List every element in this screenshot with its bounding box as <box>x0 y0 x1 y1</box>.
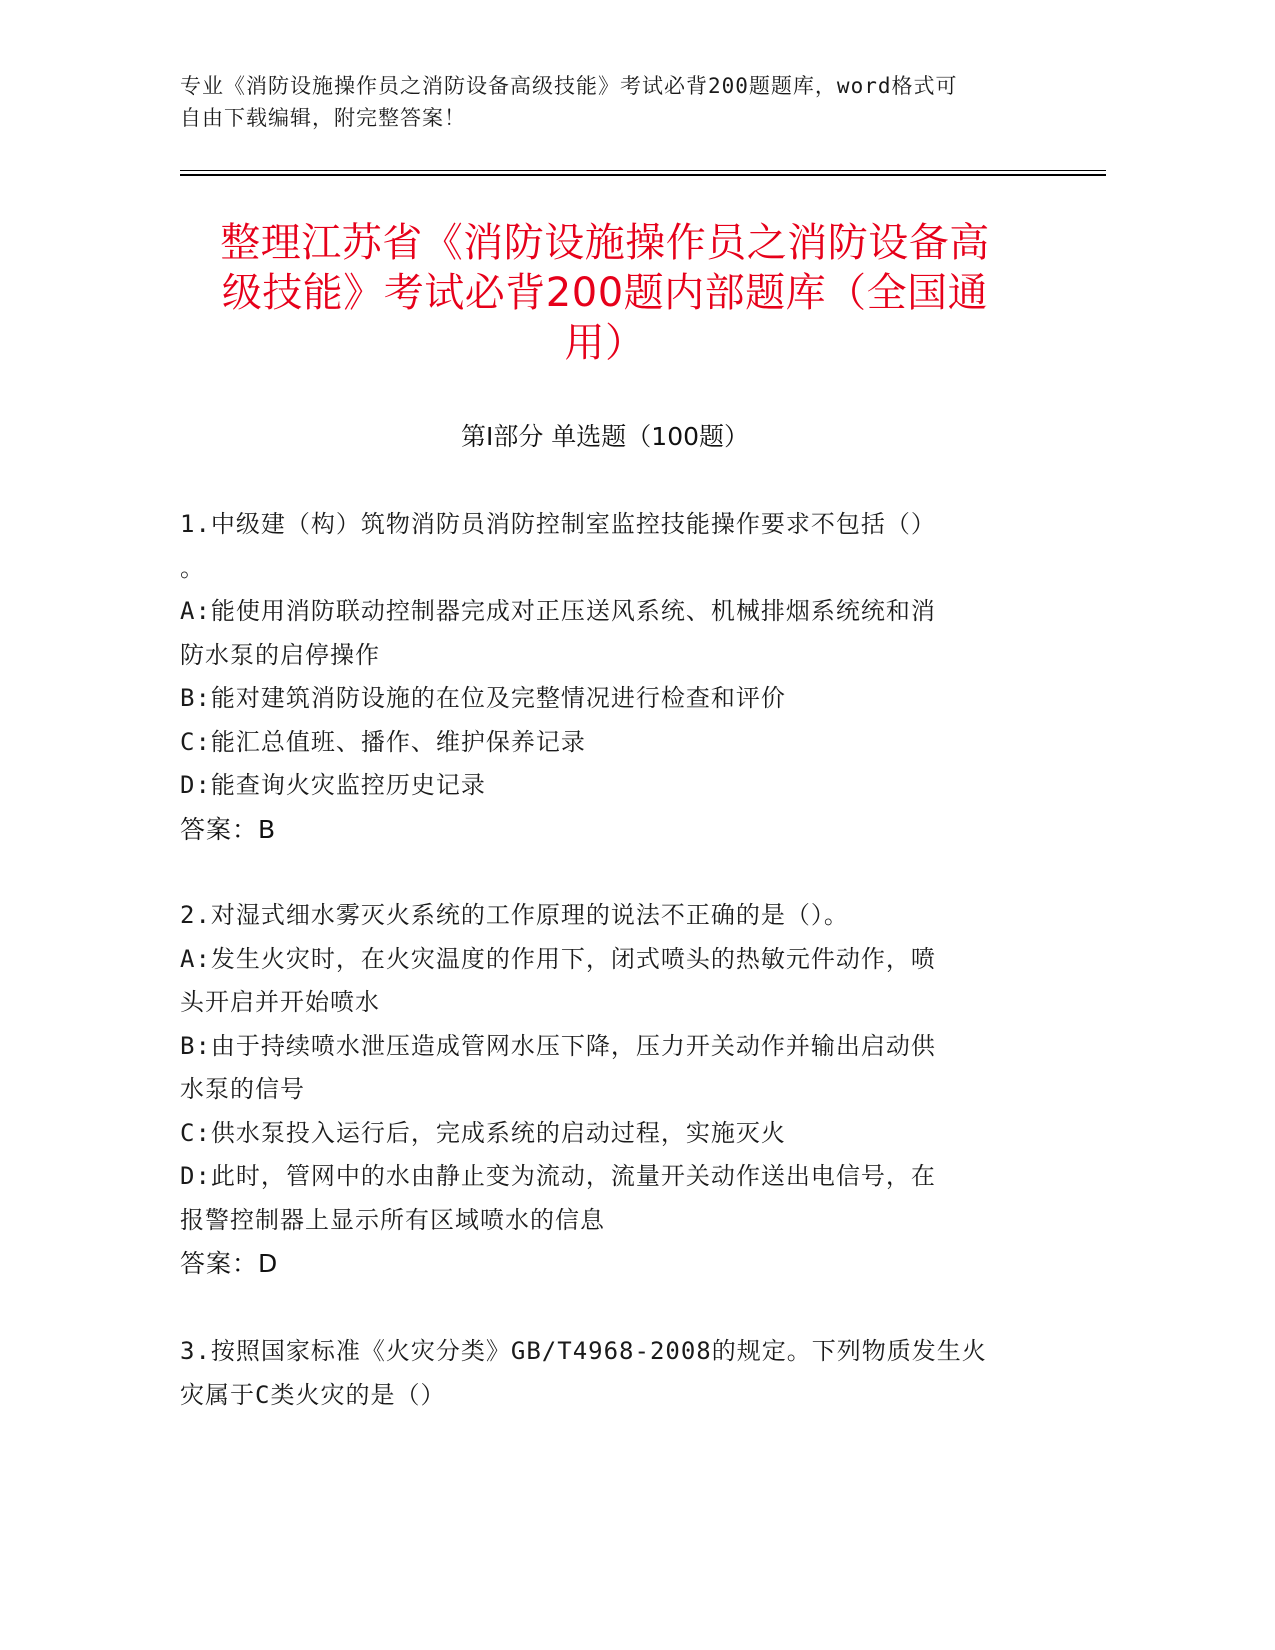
answer-label: 答案：D <box>180 1249 279 1278</box>
question-stem: 2.对湿式细水雾灭火系统的工作原理的说法不正确的是（）。 <box>180 901 849 929</box>
option-d: D:能查询火灾监控历史记录 <box>180 771 486 799</box>
option-b: B:由于持续喷水泄压造成管网水压下降，压力开关动作并输出启动供 <box>180 1031 936 1060</box>
section-heading: 第I部分 单选题（100题） <box>460 422 750 451</box>
option-c: C:供水泵投入运行后，完成系统的启动过程，实施灭火 <box>180 1118 786 1147</box>
header-note-line: 自由下载编辑，附完整答案！ <box>180 106 466 130</box>
question-stem: 3.按照国家标准《火灾分类》GB/T4968-2008的规定。下列物质发生火 <box>180 1337 987 1365</box>
header-note-line: 专业《消防设施操作员之消防设备高级技能》考试必背200题题库，word格式可 <box>180 74 958 98</box>
option-a: 头开启并开始喷水 <box>180 988 380 1016</box>
question-stem: 灾属于C类火灾的是（） <box>180 1380 446 1409</box>
option-b: B:能对建筑消防设施的在位及完整情况进行检查和评价 <box>180 684 786 712</box>
option-a: A:发生火灾时，在火灾温度的作用下，闭式喷头的热敏元件动作，喷 <box>180 944 936 973</box>
option-d: 报警控制器上显示所有区域喷水的信息 <box>180 1205 605 1234</box>
question-3 <box>180 1330 1040 1417</box>
header-divider-thin <box>180 170 1106 171</box>
header-note <box>180 70 1040 134</box>
header-divider-thick <box>180 174 1106 176</box>
option-b: 水泵的信号 <box>180 1075 305 1103</box>
option-d: D:此时，管网中的水由静止变为流动，流量开关动作送出电信号，在 <box>180 1162 936 1190</box>
option-c: C:能汇总值班、播作、维护保养记录 <box>180 727 586 756</box>
question-stem: 1.中级建（构）筑物消防员消防控制室监控技能操作要求不包括（） <box>180 510 936 538</box>
question-stem: 。 <box>180 553 205 582</box>
option-a: 防水泵的启停操作 <box>180 640 380 669</box>
question-2 <box>180 894 1040 1286</box>
title-line: 整理江苏省《消防设施操作员之消防设备高 <box>220 220 990 266</box>
document-title <box>180 218 1030 368</box>
title-line: 用） <box>564 320 646 366</box>
question-1 <box>180 503 1040 851</box>
answer-label: 答案：B <box>180 814 277 844</box>
title-line: 级技能》考试必背200题内部题库（全国通 <box>221 270 989 316</box>
option-a: A:能使用消防联动控制器完成对正压送风系统、机械排烟系统统和消 <box>180 597 936 625</box>
